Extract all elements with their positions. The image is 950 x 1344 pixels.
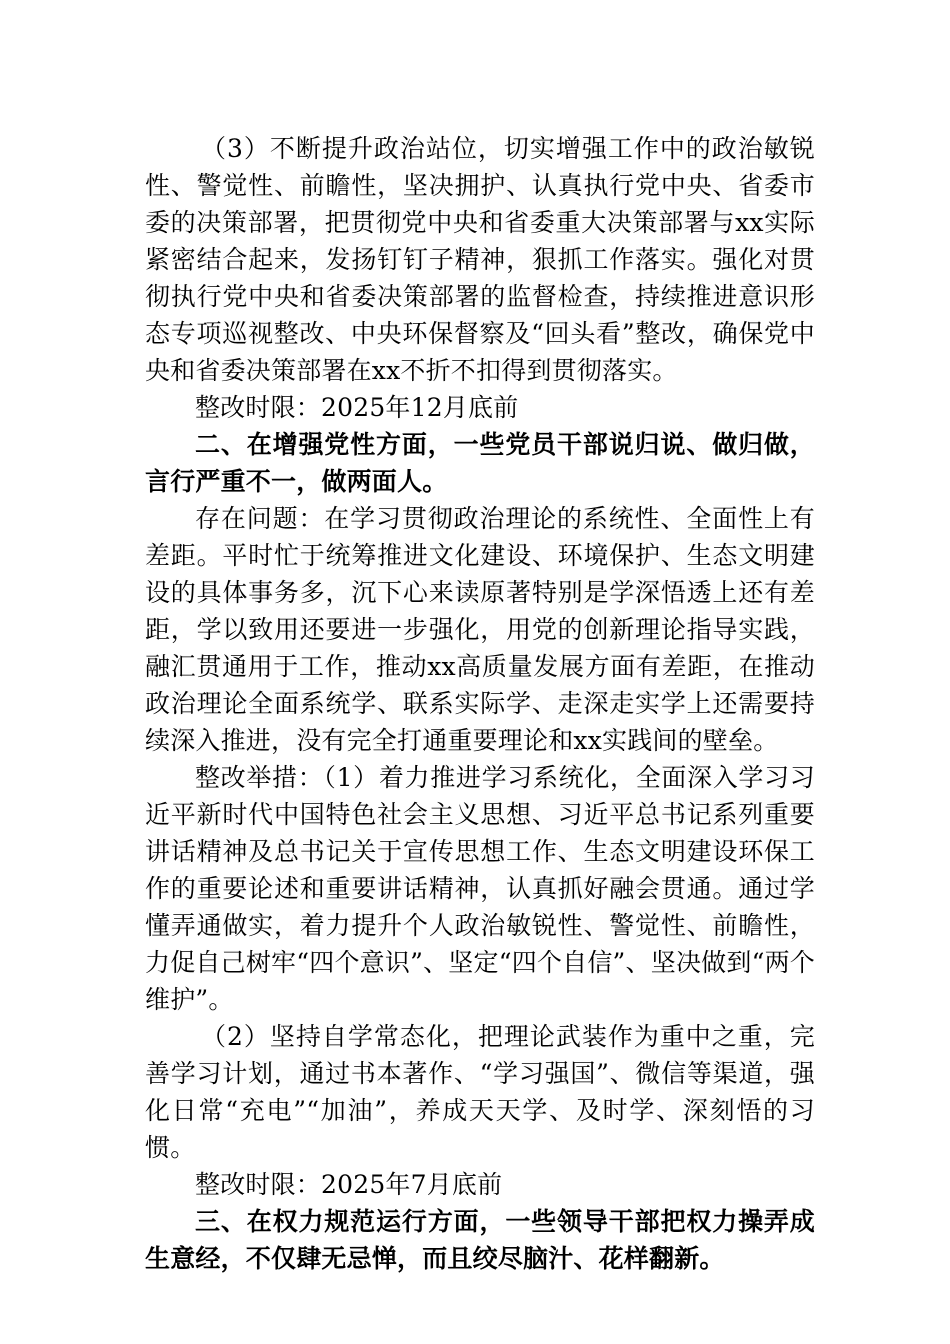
paragraph-rectification-measures: 整改举措：（1）着力推进学习系统化，全面深入学习习近平新时代中国特色社会主义思想、习近平总书记系列重要讲话精神及总书记关于宣传思想工作、生态文明建设环保工作的重要论述和重要讲话精神，认真抓好融会贯通。通过学懂弄通做实，着力提升个人政治敏锐性、警觉性、前瞻性，力促自己树牢“四个意识”、坚定“四个自信”、坚决做到“两个维护”。 <box>145 763 815 1014</box>
document-body <box>145 130 815 1277</box>
paragraph-deadline-1: 整改时限：2025年12月底前 <box>195 393 519 422</box>
section-heading-2: 二、在增强党性方面，一些党员干部说归说、做归做，言行严重不一，做两面人。 <box>145 430 815 496</box>
section-heading-3: 三、在权力规范运行方面，一些领导干部把权力操弄成生意经，不仅肆无忌惮，而且绞尽脑汁、花样翻新。 <box>145 1207 815 1273</box>
paragraph-measure-3: （3）不断提升政治站位，切实增强工作中的政治敏锐性、警觉性、前瞻性，坚决拥护、认真执行党中央、省委市委的决策部署，把贯彻党中央和省委重大决策部署与xx实际紧密结合起来，发扬钉钉子精神，狠抓工作落实。强化对贯彻执行党中央和省委决策部署的监督检查，持续推进意识形态专项巡视整改、中央环保督察及“回头看”整改，确保党中央和省委决策部署在xx不折不扣得到贯彻落实。 <box>145 134 815 385</box>
paragraph-deadline-2: 整改时限：2025年7月底前 <box>195 1170 503 1199</box>
paragraph-measure-2: （2）坚持自学常态化，把理论武装作为重中之重，完善学习计划，通过书本著作、“学习强国”、微信等渠道，强化日常“充电”“加油”，养成天天学、及时学、深刻悟的习惯。 <box>145 1022 815 1162</box>
paragraph-existing-problems: 存在问题：在学习贯彻政治理论的系统性、全面性上有差距。平时忙于统筹推进文化建设、环境保护、生态文明建设的具体事务多，沉下心来读原著特别是学深悟透上还有差距，学以致用还要进一步强化，用党的创新理论指导实践，融汇贯通用于工作，推动xx高质量发展方面有差距，在推动政治理论全面系统学、联系实际学、走深走实学上还需要持续深入推进，没有完全打通重要理论和xx实践间的壁垒。 <box>145 504 815 755</box>
